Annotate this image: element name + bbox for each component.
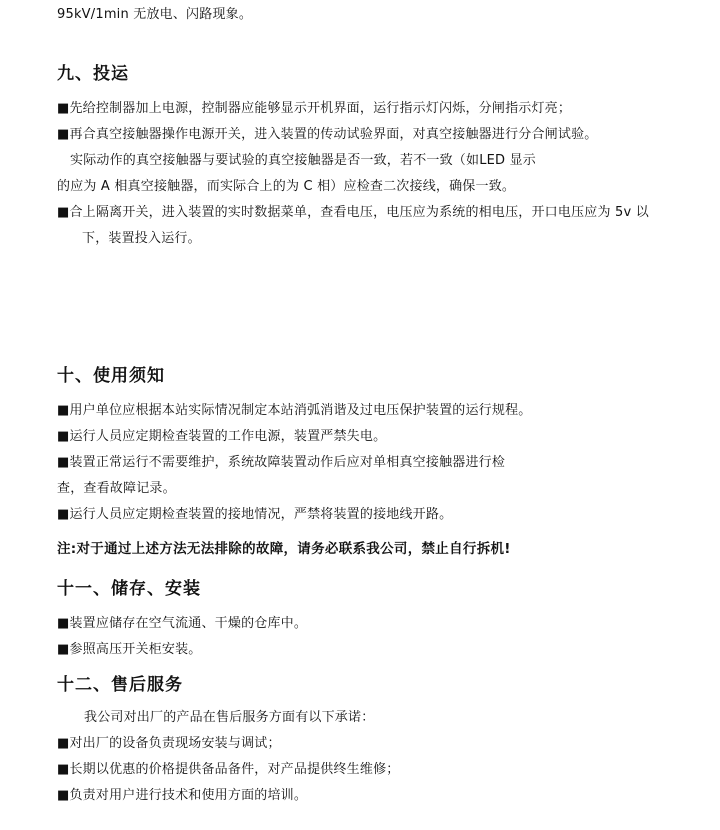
sec9-item-3-cont: 下，装置投入运行。 xyxy=(82,231,201,246)
sec10-item-1: ■用户单位应根据本站实际情况制定本站消弧消谐及过电压保护装置的运行规程。 xyxy=(57,403,532,418)
section-10-title: 十、使用须知 xyxy=(57,366,165,386)
intro-text: 95kV/1min 无放电、闪路现象。 xyxy=(57,7,253,22)
sec9-item-2-cont-2: 的应为 A 相真空接触器，而实际合上的为 C 相）应检查二次接线，确保一致。 xyxy=(57,179,516,194)
sec10-item-3-cont: 查，查看故障记录。 xyxy=(57,481,176,496)
sec11-item-2: ■参照高压开关柜安装。 xyxy=(57,642,202,657)
sec9-item-2: ■再合真空接触器操作电源开关，进入装置的传动试验界面，对真空接触器进行分合闸试验。 xyxy=(57,127,598,142)
sec12-intro: 我公司对出厂的产品在售后服务方面有以下承诺： xyxy=(84,710,375,725)
sec10-item-3: ■装置正常运行不需要维护，系统故障装置动作后应对单相真空接触器进行检 xyxy=(57,455,506,470)
sec10-item-2: ■运行人员应定期检查装置的工作电源，装置严禁失电。 xyxy=(57,429,387,444)
sec12-item-1: ■对出厂的设备负责现场安装与调试； xyxy=(57,736,281,751)
sec9-item-2-cont-1: 实际动作的真空接触器与要试验的真空接触器是否一致，若不一致（如LED 显示 xyxy=(70,153,536,168)
sec9-item-3: ■合上隔离开关，进入装置的实时数据菜单，查看电压，电压应为系统的相电压，开口电压应为 5v 以 xyxy=(57,205,649,220)
section-9-title: 九、投运 xyxy=(57,64,129,84)
section-12-title: 十二、售后服务 xyxy=(57,675,183,695)
sec9-item-1: ■先给控制器加上电源，控制器应能够显示开机界面，运行指示灯闪烁，分闸指示灯亮； xyxy=(57,101,572,116)
sec12-item-2: ■长期以优惠的价格提供备品备件，对产品提供终生维修； xyxy=(57,762,400,777)
sec11-item-1: ■装置应储存在空气流通、干燥的仓库中。 xyxy=(57,616,308,631)
sec10-note: 注:对于通过上述方法无法排除的故障，请务必联系我公司，禁止自行拆机! xyxy=(57,541,511,557)
sec12-item-3: ■负责对用户进行技术和使用方面的培训。 xyxy=(57,788,308,803)
section-11-title: 十一、储存、安装 xyxy=(57,579,201,599)
sec10-item-4: ■运行人员应定期检查装置的接地情况，严禁将装置的接地线开路。 xyxy=(57,507,453,522)
